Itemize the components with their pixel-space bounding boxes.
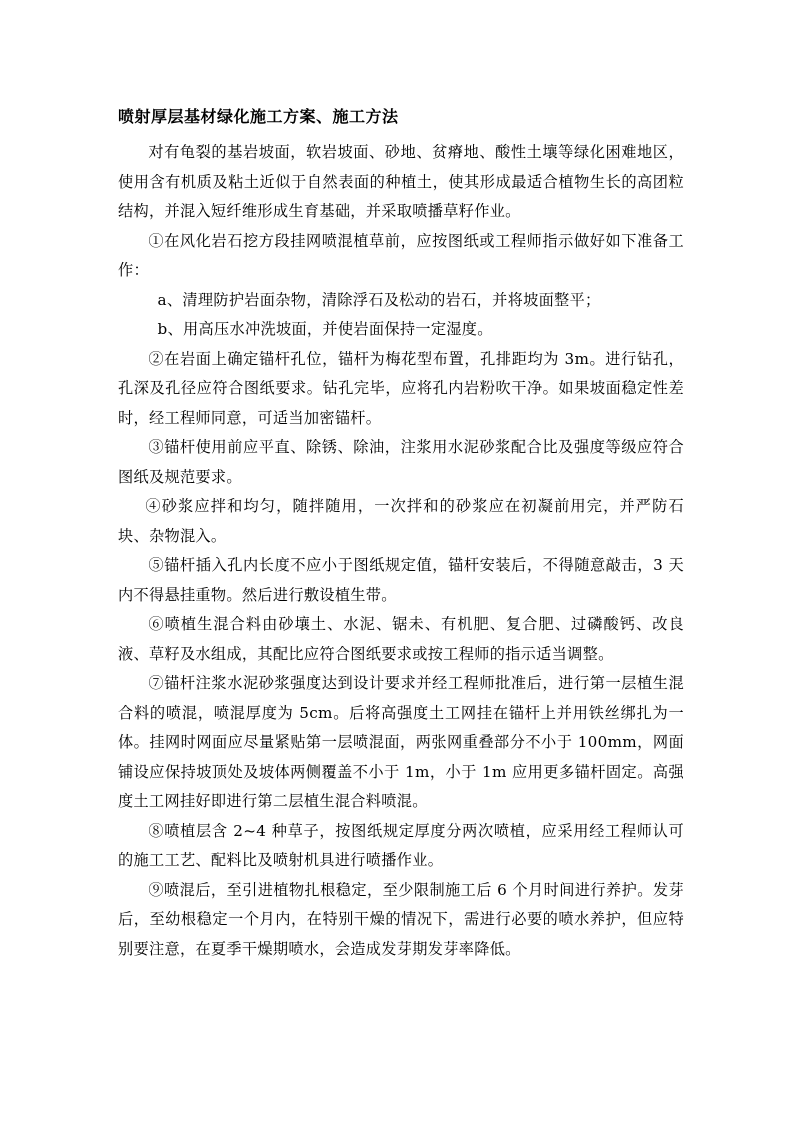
step-5-paragraph: ⑤锚杆插入孔内长度不应小于图纸规定值，锚杆安装后，不得随意敲击，3 天内不得悬挂重物。然后进行敷设植生带。 (118, 556, 684, 604)
step-2-paragraph: ②在岩面上确定锚杆孔位，锚杆为梅花型布置，孔排距均为 3m。进行钻孔，孔深及孔径应符合图纸要求。钻孔完毕，应将孔内岩粉吹干净。如果坡面稳定性差时，经工程师同意，可适当加密锚杆。 (118, 349, 684, 427)
document-title: 喷射厚层基材绿化施工方案、施工方法 (118, 107, 399, 126)
step-8-paragraph: ⑧喷植层含 2~4 种草子，按图纸规定厚度分两次喷植，应采用经工程师认可的施工工艺、配料比及喷射机具进行喷播作业。 (118, 821, 684, 869)
step-6-paragraph: ⑥喷植生混合料由砂壤土、水泥、锯未、有机肥、复合肥、过磷酸钙、改良液、草籽及水组成，其配比应符合图纸要求或按工程师的指示适当调整。 (118, 615, 684, 663)
step-1b-paragraph: b、用高压水冲洗坡面，并使岩面保持一定湿度。 (157, 320, 493, 338)
document-page (118, 104, 684, 964)
step-1-paragraph: ①在风化岩石挖方段挂网喷混植草前，应按图纸或工程师指示做好如下准备工作： (118, 231, 684, 279)
step-4-paragraph: ④砂浆应拌和均匀，随拌随用，一次拌和的砂浆应在初凝前用完，并严防石块、杂物混入。 (118, 497, 684, 545)
step-7-paragraph: ⑦锚杆注浆水泥砂浆强度达到设计要求并经工程师批准后，进行第一层植生混合料的喷混，喷混厚度为 5cm。后将高强度土工网挂在锚杆上并用铁丝绑扎为一体。挂网时网面应尽量紧贴第一层喷混面，两张网重叠部分不小于 100mm，网面铺设应保持坡顶处及坡体两侧覆盖不小于 1m，小于 1m 应用更多锚杆固定。高强度土工网挂好即进行第二层植生混合料喷混。 (118, 674, 684, 810)
step-9-paragraph: ⑨喷混后，至引进植物扎根稳定，至少限制施工后 6 个月时间进行养护。发芽后，至幼根稳定一个月内，在特别干燥的情况下，需进行必要的喷水养护，但应特别要注意，在夏季干燥期喷水，会造成发芽期发芽率降低。 (118, 880, 684, 958)
intro-paragraph: 对有龟裂的基岩坡面，软岩坡面、砂地、贫瘠地、酸性土壤等绿化困难地区，使用含有机质及粘土近似于自然表面的种植土，使其形成最适合植物生长的高团粒结构，并混入短纤维形成生育基础，并采取喷播草籽作业。 (118, 143, 684, 220)
step-3-paragraph: ③锚杆使用前应平直、除锈、除油，注浆用水泥砂浆配合比及强度等级应符合图纸及规范要求。 (118, 438, 684, 486)
step-1a-paragraph: a、清理防护岩面杂物，清除浮石及松动的岩石，并将坡面整平； (157, 290, 601, 309)
